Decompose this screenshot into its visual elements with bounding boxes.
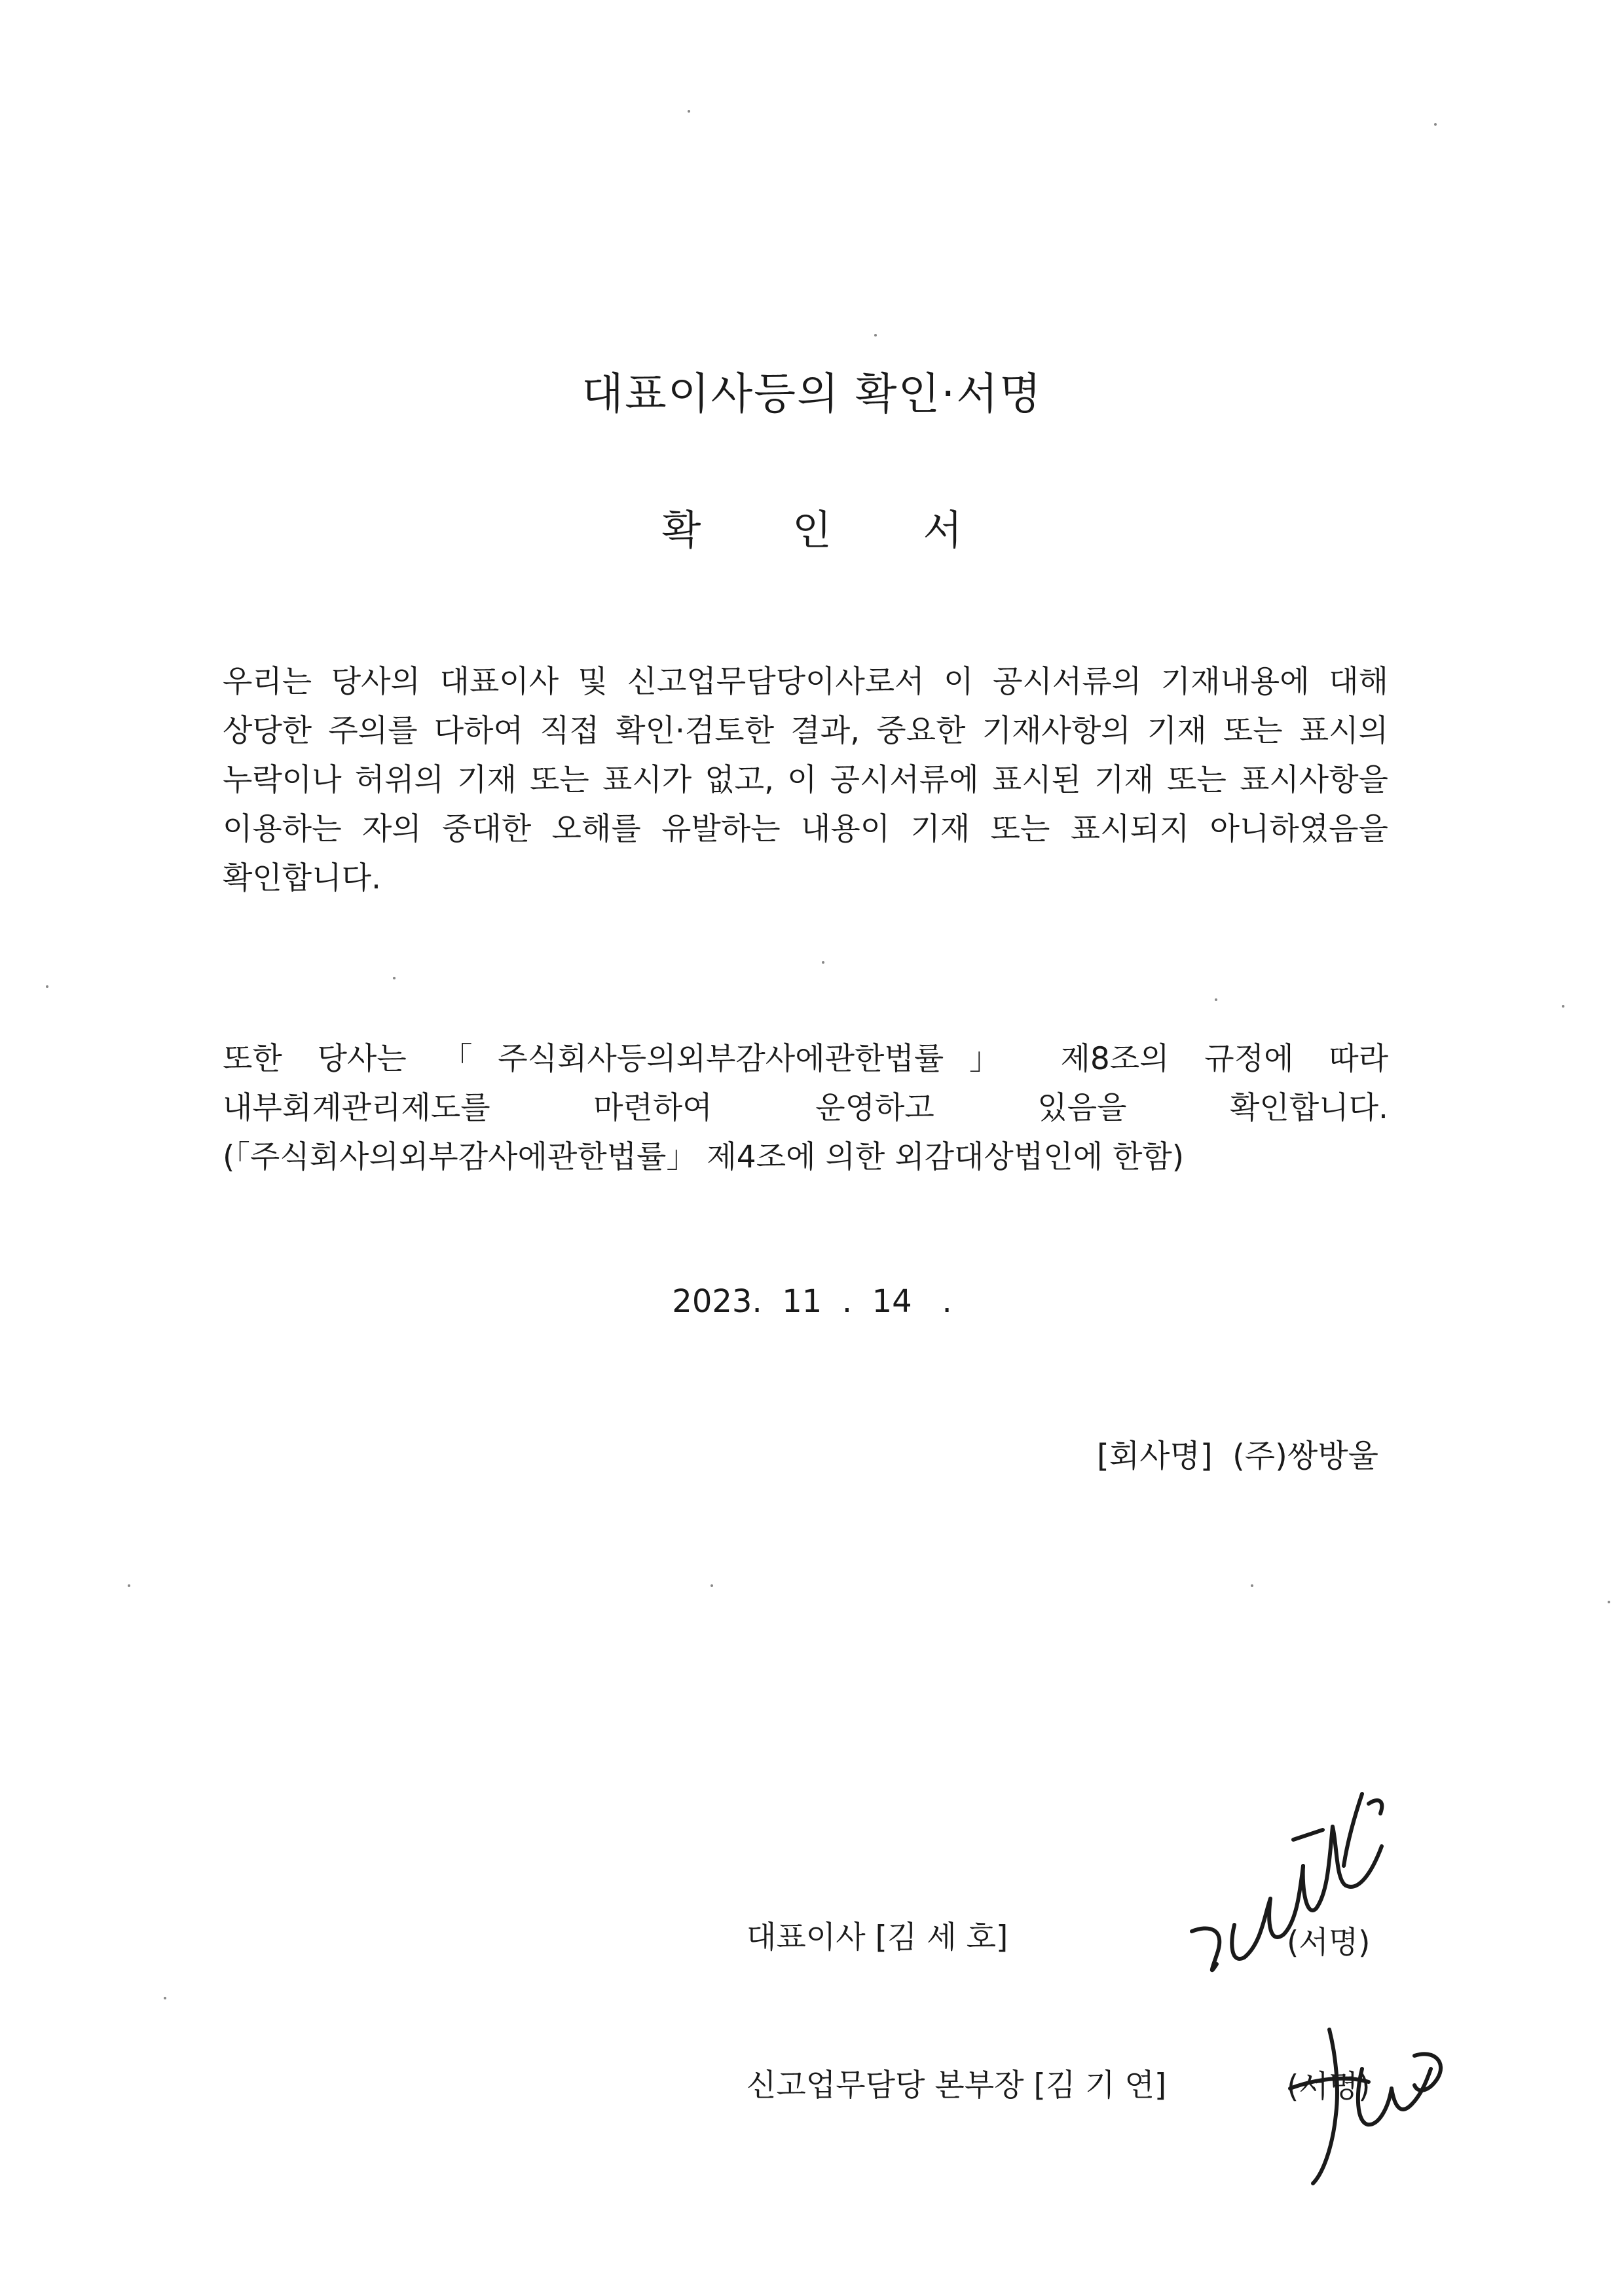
- document-subtitle: 확 인 서: [661, 506, 1002, 554]
- manager-signer-line: 신고업무담당 본부장 [김 기 연]: [747, 2068, 1167, 2104]
- ceo-signer-line: 대표이사 [김 세 호]: [747, 1920, 1008, 1956]
- scan-speck: [1251, 1584, 1253, 1587]
- scan-speck: [822, 961, 824, 964]
- internal-control-paragraph: 또한 당사는 「주식회사등의외부감사에관한법률」 제8조의 규정에 따라 내부회계관리제도를 마련하여 운영하고 있음을 확인합니다.(「주식회사의외부감사에관한법률」 제4조에 의한 외감대상법인에 한함): [223, 1041, 1388, 1175]
- scan-speck: [164, 1997, 166, 1999]
- confirmation-paragraph: 우리는 당사의 대표이사 및 신고업무담당이사로서 이 공시서류의 기재내용에 대해 상당한 주의를 다하여 직접 확인·검토한 결과, 중요한 기재사항의 기재 또는 표시의 누락이나 허위의 기재 또는 표시가 없고, 이 공시서류에 표시된 기재 또는 표시사항을 이용하는 자의 중대한 오해를 유발하는 내용이 기재 또는 표시되지 아니하였음을 확인합니다.: [223, 664, 1388, 896]
- company-name: [회사명] (주)쌍방울: [1097, 1438, 1378, 1474]
- scan-speck: [1608, 1601, 1610, 1603]
- scan-speck: [710, 1584, 713, 1587]
- scan-speck: [1434, 123, 1437, 126]
- scan-speck: [688, 110, 690, 113]
- scan-speck: [46, 985, 48, 988]
- document-title: 대표이사등의 확인·서명: [581, 369, 1043, 419]
- scan-speck: [393, 977, 396, 979]
- manager-signature-mark: (서명): [1287, 2069, 1371, 2105]
- manager-handwritten-signature: [1283, 2016, 1454, 2193]
- scan-speck: [874, 334, 877, 337]
- scan-speck: [128, 1584, 130, 1587]
- scan-speck: [1215, 998, 1217, 1001]
- scan-speck: [1562, 1005, 1564, 1008]
- ceo-handwritten-signature: [1172, 1768, 1395, 1984]
- document-date: 2023. 11 . 14 .: [672, 1283, 952, 1320]
- ceo-signature-mark: (서명): [1287, 1925, 1371, 1961]
